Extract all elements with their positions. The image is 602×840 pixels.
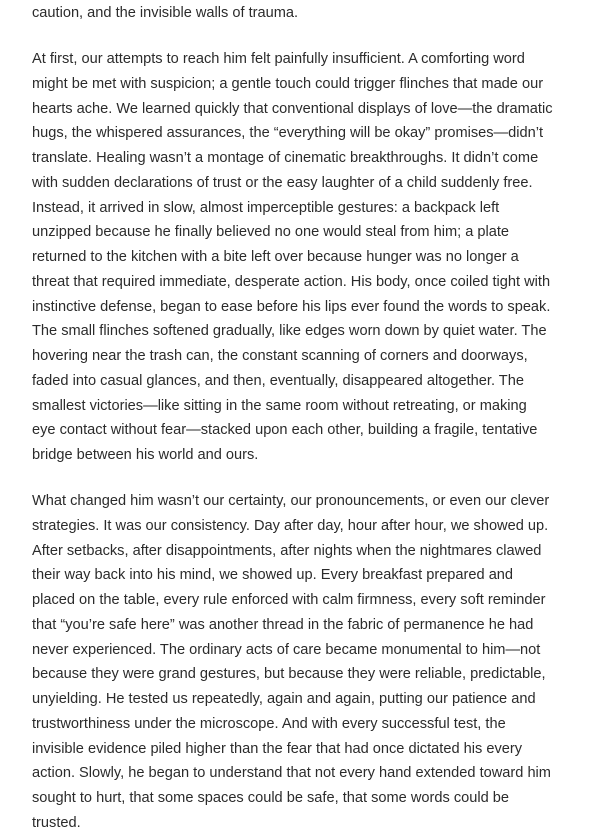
paragraph-consistency [32, 489, 551, 836]
text-line: strategies. It was our consistency. Day after day, hour after hour, we showed up. [32, 517, 549, 534]
text-line: because they were grand gestures, but because they were reliable, predictable, [32, 666, 546, 683]
text-line: eye contact without fear—stacked upon each other, building a fragile, tentative [32, 422, 538, 439]
text-line: never experienced. The ordinary acts of care became monumental to him—not [32, 641, 541, 658]
text-line: The small flinches softened gradually, like edges worn down by quiet water. The [32, 323, 547, 340]
text-line: threat that required immediate, desperate action. His body, once coiled tight with [32, 273, 551, 290]
text-line: After setbacks, after disappointments, after nights when the nightmares clawed [32, 542, 542, 559]
text-line: hugs, the whispered assurances, the “everything will be okay” promises—didn’t [32, 125, 544, 142]
text-line: Instead, it arrived in slow, almost imperceptible gestures: a backpack left [32, 199, 500, 216]
text-line: that “you’re safe here” was another thread in the fabric of permanence he had [32, 616, 534, 633]
text-line: invisible evidence piled higher than the fear that had once dictated his every [32, 740, 523, 757]
paragraph-fragment [32, 1, 298, 26]
text-line: sought to hurt, that some spaces could be safe, that some words could be [32, 790, 510, 806]
text-line: bridge between his world and ours. [32, 447, 259, 463]
text-line: translate. Healing wasn’t a montage of cinematic breakthroughs. It didn’t come [32, 150, 539, 166]
text-line: instinctive defense, began to ease before his lips ever found the words to speak. [32, 298, 551, 315]
text-line: faded into casual glances, and then, eventually, disappeared altogether. The [32, 372, 524, 389]
text-line: returned to the kitchen with a bite left over because hunger was no longer a [32, 249, 519, 265]
text-line: with sudden declarations of trust or the easy laughter of a child suddenly free. [32, 174, 533, 191]
text-line: might be met with suspicion; a gentle touch could trigger flinches that made our [32, 75, 544, 92]
text-line: trusted. [32, 814, 81, 831]
text-line: action. Slowly, he began to understand that not every hand extended toward him [32, 765, 551, 782]
text-line: caution, and the invisible walls of trauma. [32, 5, 299, 21]
text-line: placed on the table, every rule enforced with calm firmness, every soft reminder [32, 592, 546, 608]
text-line: their way back into his mind, we showed up. Every breakfast prepared and [32, 567, 514, 584]
text-line: smallest victories—like sitting in the same room without retreating, or making [32, 397, 527, 414]
text-line: What changed him wasn’t our certainty, our pronouncements, or even our clever [32, 493, 550, 509]
text-line: unzipped because he finally believed no one would steal from him; a plate [32, 224, 510, 241]
text-line: hovering near the trash can, the constant scanning of corners and doorways, [32, 348, 528, 364]
text-line: trustworthiness under the microscope. And with every successful test, the [32, 715, 506, 732]
text-line: hearts ache. We learned quickly that conventional displays of love—the dramatic [32, 100, 553, 117]
paragraph-first-attempts [32, 47, 553, 468]
text-line: At first, our attempts to reach him felt painfully insufficient. A comforting word [32, 51, 525, 67]
text-line: unyielding. He tested us repeatedly, again and again, putting our patience and [32, 691, 536, 707]
